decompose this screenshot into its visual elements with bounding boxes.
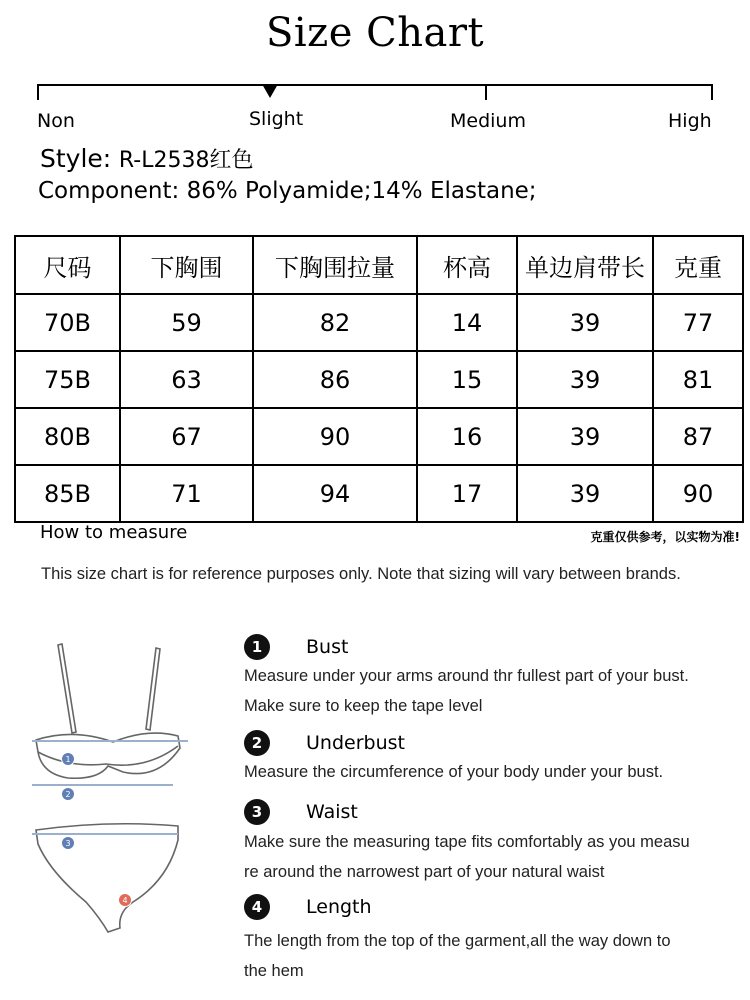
- table-row: [15, 408, 743, 465]
- table-cell: 39: [517, 294, 653, 351]
- step-description: [244, 757, 724, 787]
- step-number-icon: 2: [244, 730, 270, 756]
- table-row: [15, 294, 743, 351]
- stretch-selected-arrow-icon: [262, 84, 278, 98]
- table-cell: 14: [417, 294, 517, 351]
- table-cell: 94: [253, 465, 417, 522]
- table-cell: 16: [417, 408, 517, 465]
- step-description: [244, 661, 724, 721]
- table-cell: 15: [417, 351, 517, 408]
- table-cell: 81: [653, 351, 743, 408]
- page-title: Size Chart: [265, 10, 485, 56]
- table-cell: 86: [253, 351, 417, 408]
- marker-1-label: 1: [65, 755, 71, 764]
- table-header-cell: 下胸围拉量: [253, 236, 417, 294]
- table-header-cell: 杯高: [417, 236, 517, 294]
- stretch-label-high: High: [668, 110, 712, 132]
- table-header-cell: 下胸围: [120, 236, 253, 294]
- step-description-line: Measure under your arms around thr fullest part of your bust.: [244, 667, 689, 685]
- style-label: Style:: [40, 144, 112, 173]
- marker-2-label: 2: [65, 790, 71, 799]
- table-cell: 71: [120, 465, 253, 522]
- table-cell: 39: [517, 408, 653, 465]
- table-cell: 90: [653, 465, 743, 522]
- step-number-icon: 1: [244, 634, 270, 660]
- table-cell: 85B: [15, 465, 120, 522]
- table-cell: 90: [253, 408, 417, 465]
- marker-3-label: 3: [65, 839, 71, 848]
- table-cell: 17: [417, 465, 517, 522]
- stretch-scale-tick-non: [37, 84, 39, 100]
- table-cell: 77: [653, 294, 743, 351]
- right-strap-shape: [146, 648, 160, 730]
- table-cell: 82: [253, 294, 417, 351]
- table-cell: 87: [653, 408, 743, 465]
- table-cell: 67: [120, 408, 253, 465]
- step-description-line: Measure the circumference of your body under your bust.: [244, 763, 664, 781]
- step-description-line: Make sure the measuring tape fits comfortably as you measu: [244, 833, 690, 851]
- table-header-row: [15, 236, 743, 294]
- stretch-scale: [37, 84, 713, 100]
- stretch-scale-line: [37, 84, 713, 86]
- style-value: R-L2538红色: [118, 148, 254, 173]
- stretch-label-slight: Slight: [249, 108, 304, 130]
- step-number-icon: 3: [244, 799, 270, 825]
- marker-4-label: 4: [122, 896, 128, 905]
- step-description: [244, 827, 724, 887]
- stretch-label-medium: Medium: [450, 110, 526, 132]
- briefs-shape: [36, 824, 178, 932]
- table-cell: 75B: [15, 351, 120, 408]
- step-title: Length: [306, 896, 372, 918]
- bra-band-line: [38, 746, 178, 765]
- step-description: [244, 926, 724, 986]
- stretch-scale-tick-high: [711, 84, 713, 100]
- step-description-line: the hem: [244, 962, 304, 980]
- table-cell: 70B: [15, 294, 120, 351]
- step-description-line: The length from the top of the garment,all the way down to: [244, 932, 671, 950]
- stretch-label-non: Non: [37, 110, 75, 132]
- table-row: [15, 465, 743, 522]
- stretch-scale-tick-medium: [485, 84, 487, 100]
- how-to-measure-heading: How to measure: [40, 522, 188, 543]
- step-title: Underbust: [306, 732, 405, 754]
- disclaimer-text: This size chart is for reference purposes only. Note that sizing will vary between brands.: [41, 565, 681, 583]
- table-cell: 63: [120, 351, 253, 408]
- step-description-line: Make sure to keep the tape level: [244, 697, 483, 715]
- weight-note: 克重仅供参考，以实物为准!: [590, 530, 740, 544]
- table-cell: 39: [517, 351, 653, 408]
- table-header-cell: 克重: [653, 236, 743, 294]
- step-title: Bust: [306, 636, 349, 658]
- step-title: Waist: [306, 801, 358, 823]
- step-description-line: re around the narrowest part of your natural waist: [244, 863, 605, 881]
- table-cell: 80B: [15, 408, 120, 465]
- garment-measurement-illustration: [28, 640, 208, 965]
- table-header-cell: 尺码: [15, 236, 120, 294]
- table-cell: 39: [517, 465, 653, 522]
- component-line: Component: 86% Polyamide;14% Elastane;: [38, 178, 537, 204]
- step-number-icon: 4: [244, 894, 270, 920]
- table-header-cell: 单边肩带长: [517, 236, 653, 294]
- size-table: [14, 235, 744, 523]
- table-cell: 59: [120, 294, 253, 351]
- bra-cups-shape: [36, 733, 180, 778]
- style-line: [40, 143, 253, 174]
- left-strap-shape: [58, 644, 76, 733]
- table-row: [15, 351, 743, 408]
